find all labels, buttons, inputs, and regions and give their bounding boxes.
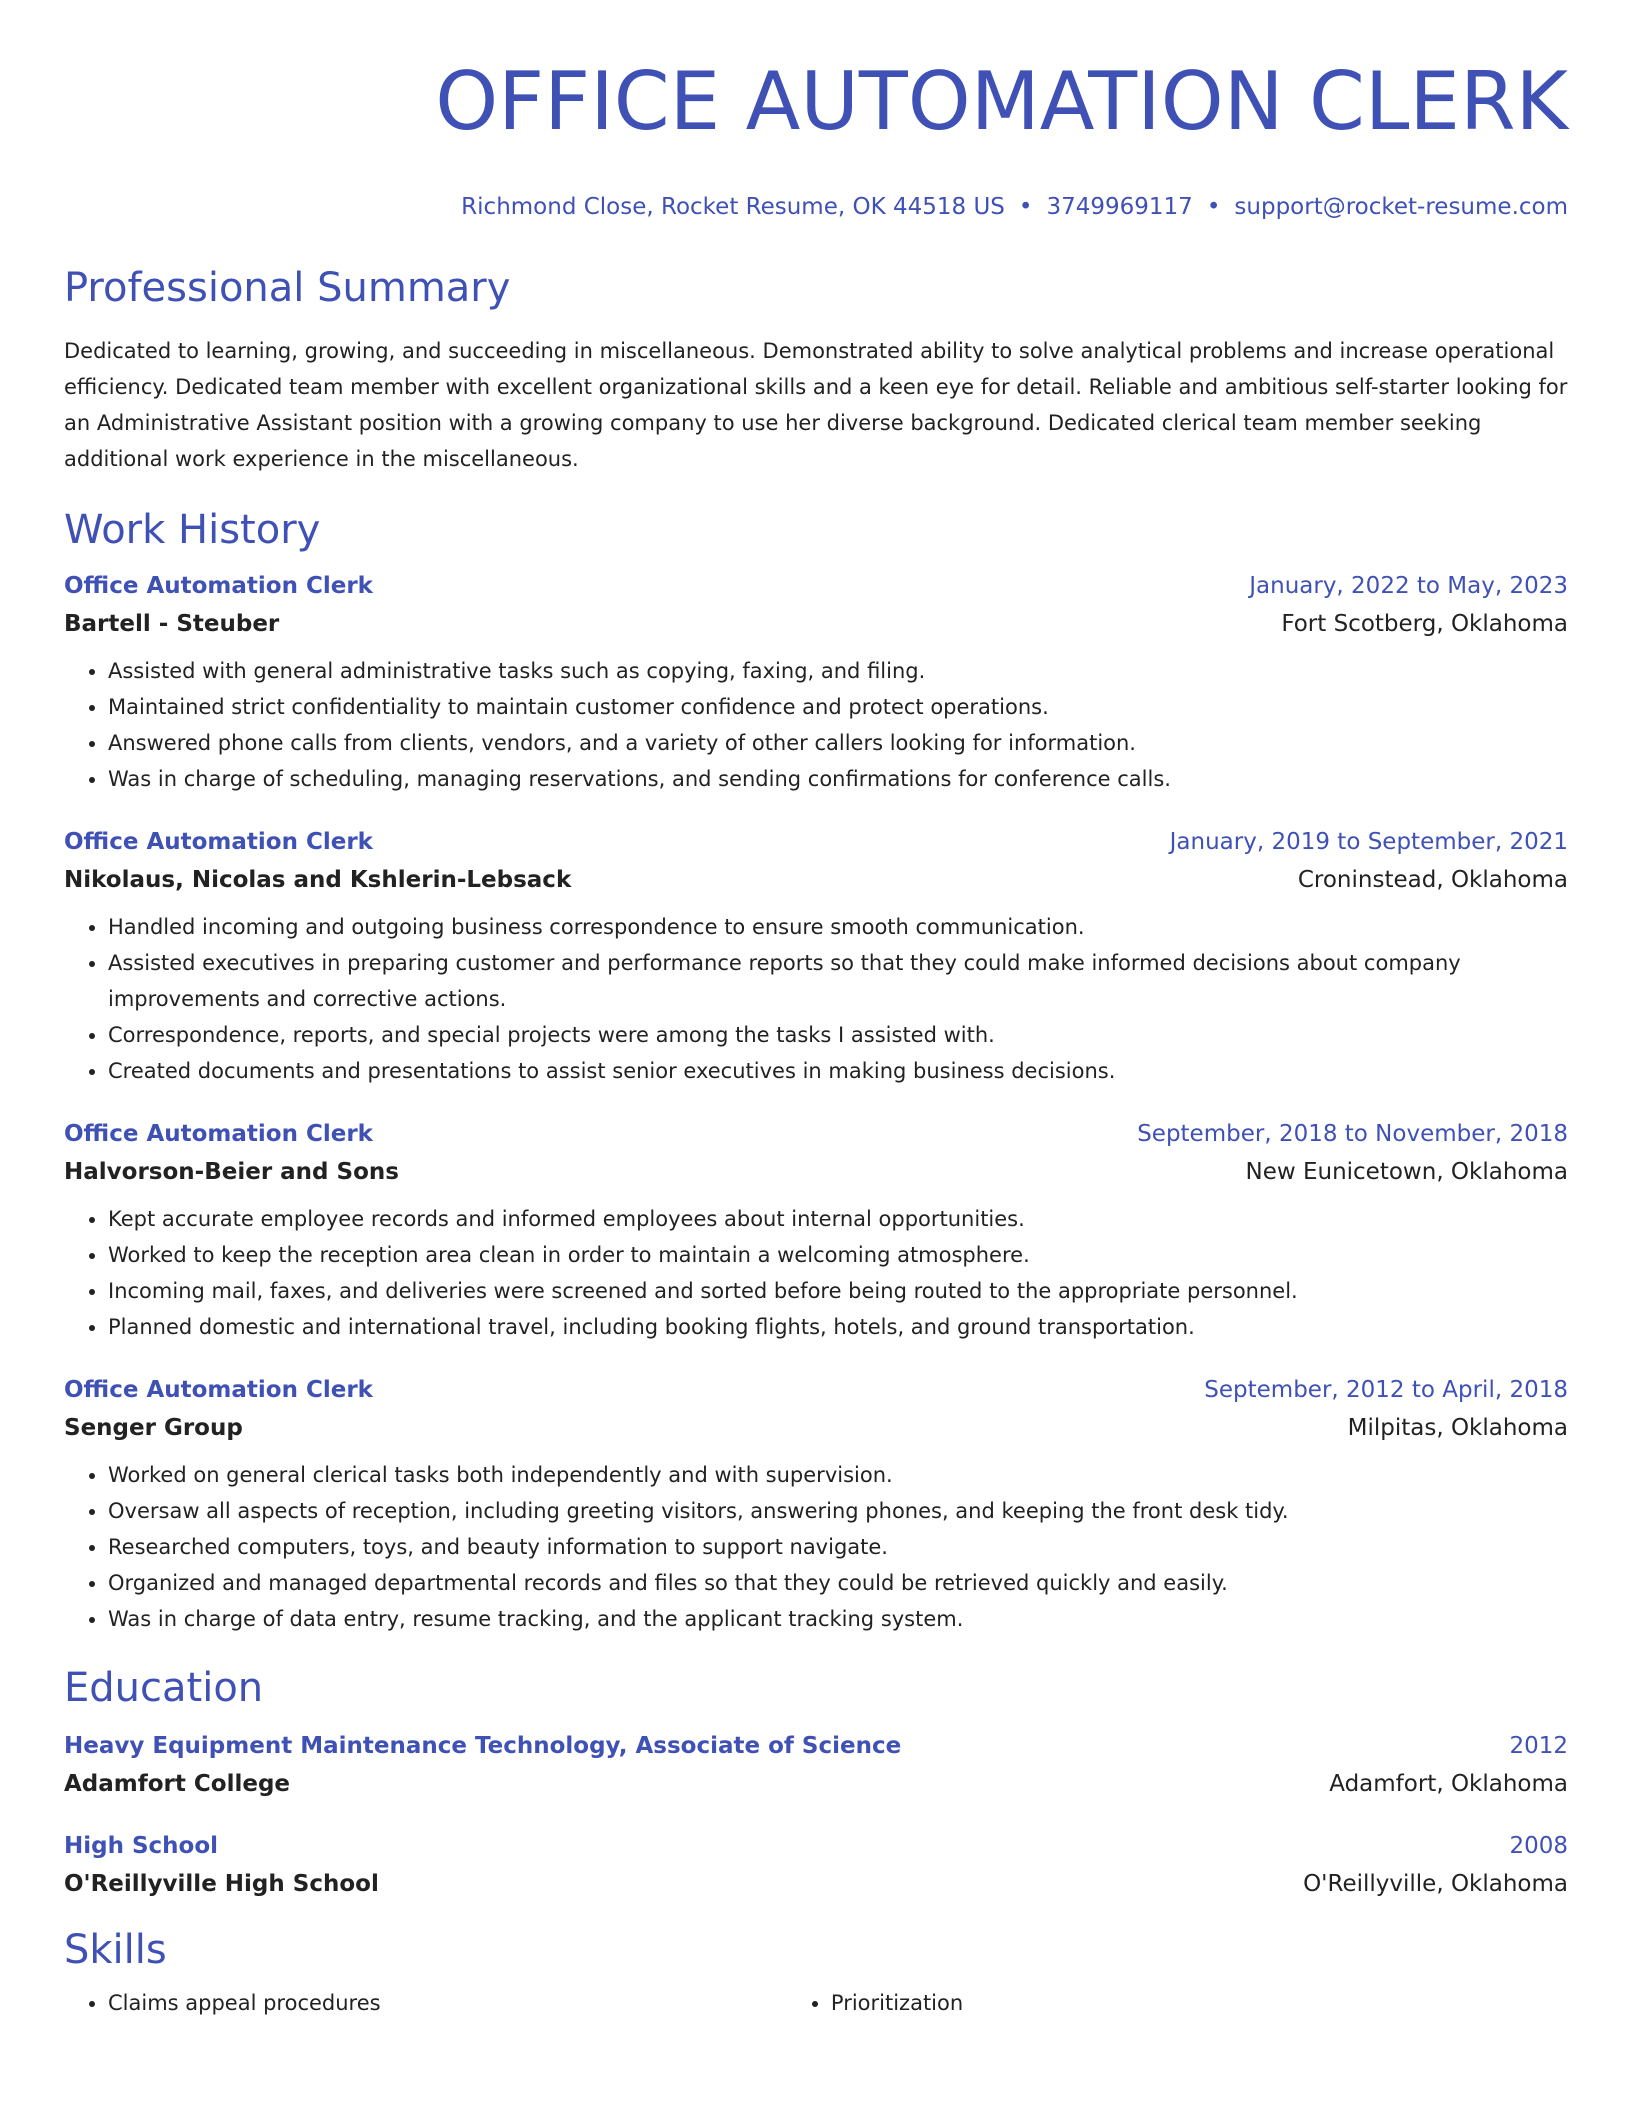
job-bullet: • Correspondence, reports, and special projects were among the tasks I assisted with.: [108, 1017, 1568, 1053]
contact-phone: 3749969117: [1046, 194, 1193, 220]
job-bullet: • Worked to keep the reception area clean in order to maintain a welcoming atmosphere.: [108, 1237, 1568, 1273]
candidate-name: OFFICE AUTOMATION CLERK: [435, 55, 1568, 148]
summary-heading: Professional Summary: [64, 265, 511, 311]
job-location: Croninstead, Oklahoma: [1297, 867, 1568, 893]
job-entry: [64, 571, 1568, 797]
education-entry: [64, 1831, 1568, 1899]
job-bullets: [64, 1457, 1568, 1637]
job-bullet: • Was in charge of data entry, resume tracking, and the applicant tracking system.: [108, 1601, 1568, 1637]
contact-line: [64, 192, 1568, 222]
job-bullet: • Researched computers, toys, and beauty information to support navigate.: [108, 1529, 1568, 1565]
skills-list: [64, 1985, 1568, 2021]
education-heading: Education: [64, 1665, 264, 1711]
job-dates: September, 2012 to April, 2018: [1204, 1377, 1568, 1403]
contact-email: support@rocket-resume.com: [1234, 194, 1568, 220]
job-role: Office Automation Clerk: [64, 573, 373, 599]
job-bullet: • Created documents and presentations to assist senior executives in making business decisions.: [108, 1053, 1568, 1089]
education-entry: [64, 1731, 1568, 1799]
job-bullets: [64, 1201, 1568, 1345]
job-company: Senger Group: [64, 1415, 243, 1441]
education-school: O'Reillyville High School: [64, 1871, 379, 1897]
education-year: 2012: [1509, 1733, 1568, 1759]
resume-page: [64, 0, 1568, 2021]
job-bullet: • Maintained strict confidentiality to maintain customer confidence and protect operations.: [108, 689, 1568, 725]
job-dates: September, 2018 to November, 2018: [1137, 1121, 1568, 1147]
job-bullet: • Answered phone calls from clients, vendors, and a variety of other callers looking for information.: [108, 725, 1568, 761]
job-bullet: • Oversaw all aspects of reception, including greeting visitors, answering phones, and keeping the front desk tidy.: [108, 1493, 1568, 1529]
contact-address: Richmond Close, Rocket Resume, OK 44518 US: [461, 194, 1005, 220]
education-degree: High School: [64, 1833, 219, 1859]
job-role: Office Automation Clerk: [64, 1121, 373, 1147]
job-entry: [64, 827, 1568, 1089]
job-company: Bartell - Steuber: [64, 611, 280, 637]
job-bullet: • Was in charge of scheduling, managing reservations, and sending confirmations for conference calls.: [108, 761, 1568, 797]
education-degree: Heavy Equipment Maintenance Technology, Associate of Science: [64, 1733, 902, 1759]
job-company: Nikolaus, Nicolas and Kshlerin-Lebsack: [64, 867, 572, 893]
education-location: O'Reillyville, Oklahoma: [1303, 1871, 1568, 1897]
job-location: Fort Scotberg, Oklahoma: [1281, 611, 1568, 637]
contact-separator: •: [1206, 194, 1221, 220]
job-dates: January, 2019 to September, 2021: [1169, 829, 1568, 855]
job-bullet: • Assisted executives in preparing customer and performance reports so that they could make informed decisions about company improvements and corrective actions.: [108, 945, 1568, 1017]
contact-separator: •: [1018, 194, 1033, 220]
skills-heading: Skills: [64, 1927, 167, 1973]
job-bullet: • Organized and managed departmental records and files so that they could be retrieved quickly and easily.: [108, 1565, 1568, 1601]
job-location: New Eunicetown, Oklahoma: [1245, 1159, 1568, 1185]
job-bullet: • Kept accurate employee records and informed employees about internal opportunities.: [108, 1201, 1568, 1237]
job-company: Halvorson-Beier and Sons: [64, 1159, 399, 1185]
job-entry: [64, 1119, 1568, 1345]
job-bullet: • Assisted with general administrative tasks such as copying, faxing, and filing.: [108, 653, 1568, 689]
job-role: Office Automation Clerk: [64, 1377, 373, 1403]
job-bullets: [64, 909, 1568, 1089]
skill-item: • Prioritization: [831, 1985, 1568, 2021]
job-bullet: • Incoming mail, faxes, and deliveries were screened and sorted before being routed to the appropriate personnel.: [108, 1273, 1568, 1309]
work-history-heading: Work History: [64, 507, 321, 553]
job-role: Office Automation Clerk: [64, 829, 373, 855]
education-location: Adamfort, Oklahoma: [1329, 1771, 1568, 1797]
skills-column-left: [64, 1985, 787, 2021]
skills-column-right: [787, 1985, 1568, 2021]
job-bullets: [64, 653, 1568, 797]
job-dates: January, 2022 to May, 2023: [1249, 573, 1568, 599]
job-bullet: • Planned domestic and international travel, including booking flights, hotels, and ground transportation.: [108, 1309, 1568, 1345]
job-entry: [64, 1375, 1568, 1637]
job-bullet: • Worked on general clerical tasks both independently and with supervision.: [108, 1457, 1568, 1493]
education-school: Adamfort College: [64, 1771, 291, 1797]
job-location: Milpitas, Oklahoma: [1347, 1415, 1568, 1441]
skill-item: • Claims appeal procedures: [108, 1985, 787, 2021]
summary-text: Dedicated to learning, growing, and succeeding in miscellaneous. Demonstrated ability to solve analytical problems and increase operational efficiency. Dedicated team member with excellent organizational skills and a keen eye for detail. Reliable and ambitious self-starter looking for an Administrative Assistant position with a growing company to use her diverse background. Dedicated clerical team member seeking additional work experience in the miscellaneous.: [64, 339, 1568, 471]
job-bullet: • Handled incoming and outgoing business correspondence to ensure smooth communication.: [108, 909, 1568, 945]
education-year: 2008: [1509, 1833, 1568, 1859]
